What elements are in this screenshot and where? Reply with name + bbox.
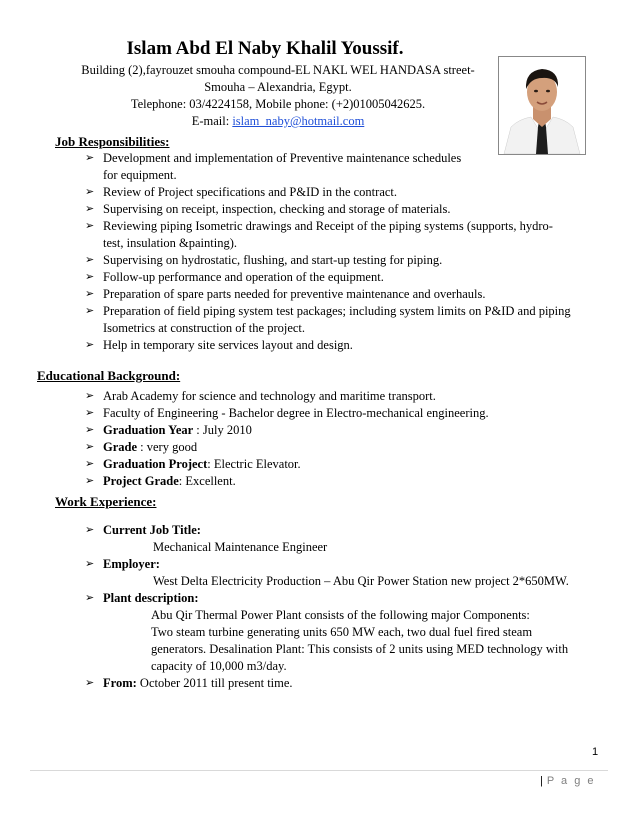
address-line-2: Smouha – Alexandria, Egypt. bbox=[204, 80, 352, 94]
list-item: ➢ From: October 2011 till present time. bbox=[85, 676, 293, 690]
footer-divider bbox=[30, 770, 608, 771]
email-label: E-mail: bbox=[191, 114, 233, 128]
address-line-1: Building (2),fayrouzet smouha compound-EL NAKL WEL HANDASA street- bbox=[81, 63, 475, 77]
phone-line: Telephone: 03/4224158, Mobile phone: (+2)01005042625. bbox=[130, 97, 426, 111]
plant-description-line: Two steam turbine generating units 650 MW each, two dual fuel fired steam bbox=[151, 625, 533, 639]
arrow-bullet-icon: ➢ bbox=[85, 458, 95, 470]
page-label-separator: | bbox=[540, 775, 543, 787]
list-item: ➢ Preparation of field piping system test packages; including system limits on P&ID and piping Isometrics at construction of the project. bbox=[85, 304, 571, 335]
arrow-bullet-icon: ➢ bbox=[85, 220, 95, 232]
current-job-value: Mechanical Maintenance Engineer bbox=[153, 540, 328, 554]
page-label bbox=[540, 775, 596, 787]
page-label-text: P a g e bbox=[546, 775, 596, 787]
arrow-bullet-icon: ➢ bbox=[85, 390, 95, 402]
arrow-bullet-icon: ➢ bbox=[85, 558, 95, 570]
email-line bbox=[48, 113, 508, 130]
arrow-bullet-icon: ➢ bbox=[85, 339, 95, 351]
list-item: ➢ Preparation of spare parts needed for preventive maintenance and overhauls. bbox=[85, 287, 486, 301]
plant-description-line: generators. Desalination Plant: This consists of 2 units using MED technology with bbox=[151, 642, 569, 656]
list-item: ➢ Help in temporary site services layout and design. bbox=[85, 338, 353, 352]
arrow-bullet-icon: ➢ bbox=[85, 305, 95, 317]
list-item: ➢ Faculty of Engineering - Bachelor degree in Electro-mechanical engineering. bbox=[85, 406, 489, 420]
arrow-bullet-icon: ➢ bbox=[85, 592, 95, 604]
list-item: ➢ Reviewing piping Isometric drawings and Receipt of the piping systems (supports, hydro- test, insulation &painting). bbox=[85, 219, 553, 250]
list-item: ➢ Grade : very good bbox=[85, 440, 198, 454]
work-experience-list bbox=[85, 522, 615, 692]
education-title: Educational Background: bbox=[37, 368, 181, 383]
arrow-bullet-icon: ➢ bbox=[85, 254, 95, 266]
arrow-bullet-icon: ➢ bbox=[85, 271, 95, 283]
job-responsibilities-title: Job Responsibilities: bbox=[55, 134, 170, 149]
arrow-bullet-icon: ➢ bbox=[85, 677, 95, 689]
list-item: ➢ Plant description: Abu Qir Thermal Power Plant consists of the following major Components: Two steam turbine generating units 650 MW each, two dual fuel fired steam generators. Desalination Plant: This consists of 2 units using MED technology with capacity of 10,000 m3/day. bbox=[85, 590, 615, 675]
education-list bbox=[85, 388, 605, 490]
list-item: ➢ Project Grade: Excellent. bbox=[85, 474, 236, 488]
profile-photo bbox=[498, 56, 586, 155]
arrow-bullet-icon: ➢ bbox=[85, 152, 95, 164]
list-item: ➢ Graduation Project: Electric Elevator. bbox=[85, 457, 301, 471]
arrow-bullet-icon: ➢ bbox=[85, 203, 95, 215]
arrow-bullet-icon: ➢ bbox=[85, 441, 95, 453]
arrow-bullet-icon: ➢ bbox=[85, 186, 95, 198]
plant-description-line: capacity of 10,000 m3/day. bbox=[151, 659, 287, 673]
arrow-bullet-icon: ➢ bbox=[85, 407, 95, 419]
list-item: ➢ Employer: West Delta Electricity Production – Abu Qir Power Station new project 2*650MW. bbox=[85, 556, 615, 590]
list-item: ➢ Graduation Year : July 2010 bbox=[85, 423, 252, 437]
page-number: 1 bbox=[592, 746, 599, 758]
candidate-name: Islam Abd El Naby Khalil Youssif. bbox=[126, 38, 404, 59]
plant-description-line: Abu Qir Thermal Power Plant consists of the following major Components: bbox=[151, 608, 530, 622]
email-link[interactable]: islam_naby@hotmail.com bbox=[232, 114, 365, 128]
employer-value: West Delta Electricity Production – Abu Qir Power Station new project 2*650MW. bbox=[153, 574, 569, 588]
list-item: ➢ Supervising on receipt, inspection, checking and storage of materials. bbox=[85, 202, 451, 216]
list-item: ➢ Follow-up performance and operation of the equipment. bbox=[85, 270, 384, 284]
arrow-bullet-icon: ➢ bbox=[85, 424, 95, 436]
list-item: ➢ Supervising on hydrostatic, flushing, and start-up testing for piping. bbox=[85, 253, 443, 267]
list-item: ➢ Current Job Title: Mechanical Maintenance Engineer bbox=[85, 522, 615, 556]
work-experience-title: Work Experience: bbox=[55, 494, 157, 509]
person-portrait-icon bbox=[499, 57, 585, 154]
arrow-bullet-icon: ➢ bbox=[85, 475, 95, 487]
job-responsibilities-list bbox=[85, 150, 605, 354]
arrow-bullet-icon: ➢ bbox=[85, 288, 95, 300]
arrow-bullet-icon: ➢ bbox=[85, 524, 95, 536]
list-item: ➢ Development and implementation of Preventive maintenance schedules for equipment. bbox=[85, 151, 462, 182]
list-item: ➢ Arab Academy for science and technology and maritime transport. bbox=[85, 389, 436, 403]
list-item: ➢ Review of Project specifications and P&ID in the contract. bbox=[85, 185, 398, 199]
